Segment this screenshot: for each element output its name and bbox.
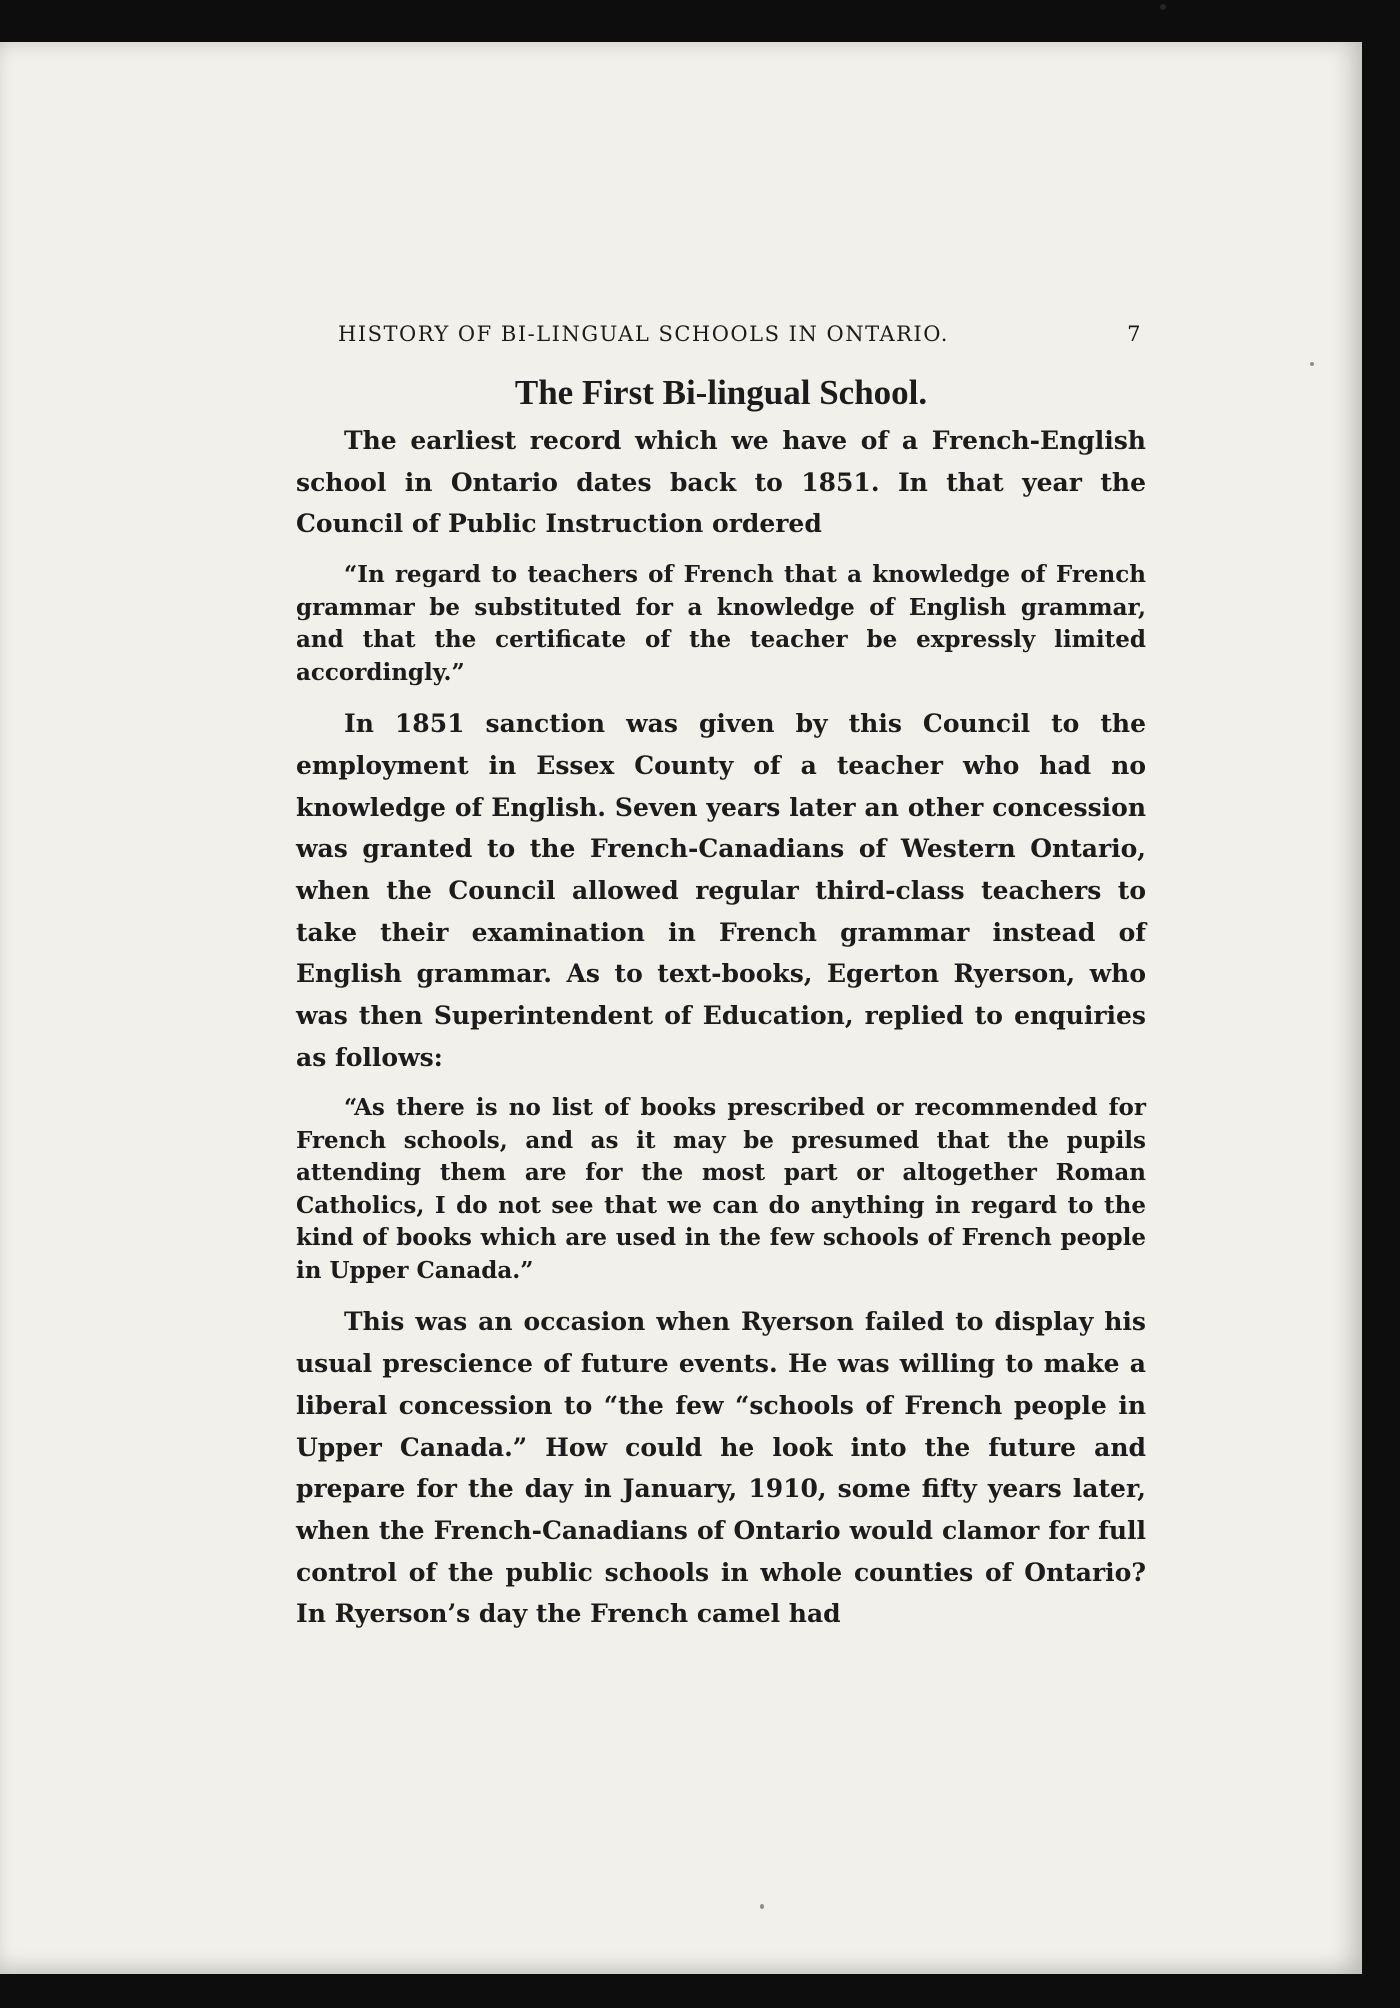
book-page	[0, 42, 1362, 1974]
paragraph-concessions: In 1851 sanction was given by this Council to the employment in Essex County of a teacher who had no knowledge of English. Seven years later an other concession was granted to the French-Canadians of Western Ontario, when the Council allowed regular third-class teachers to take their examination in French grammar instead of English grammar. As to text-books, Egerton Ryerson, who was then Superintendent of Education, replied to enquiries as follows:	[296, 709, 1146, 1072]
running-head-title: HISTORY OF BI-LINGUAL SCHOOLS IN ONTARIO.	[338, 322, 949, 346]
quotation-ryerson-reply: “As there is no list of books prescribed or recommended for French schools, and as it may be presumed that the pupils attending them are for the most part or altogether Roman Catholics, I do not see that we can do anything in regard to the kind of books which are used in the few schools of French people in Upper Canada.”	[296, 1094, 1146, 1284]
quotation-council-order: “In regard to teachers of French that a knowledge of French grammar be substituted for a knowledge of English grammar, and that the certificate of the teacher be expressly limited accordingly.”	[296, 561, 1146, 686]
text-block	[296, 314, 1146, 1635]
paragraph-ryerson-prescience: This was an occasion when Ryerson failed to display his usual prescience of future events. He was willing to make a liberal concession to “the few “schools of French people in Upper Canada.” How could he look into the future and prepare for the day in January, 1910, some fifty years later, when the French-Canadians of Ontario would clamor for full control of the public schools in whole counties of Ontario? In Ryerson’s day the French camel had	[296, 1307, 1146, 1629]
ink-speck	[760, 1904, 764, 1909]
ink-speck	[1160, 4, 1166, 10]
running-head	[296, 314, 1146, 354]
paragraph-intro: The earliest record which we have of a French-English school in Ontario dates back to 1851. In that year the Council of Public Instruction ordered	[296, 426, 1146, 539]
page-number: 7	[1127, 322, 1142, 346]
ink-speck	[1310, 362, 1314, 366]
section-heading: The First Bi-lingual School.	[514, 373, 928, 412]
